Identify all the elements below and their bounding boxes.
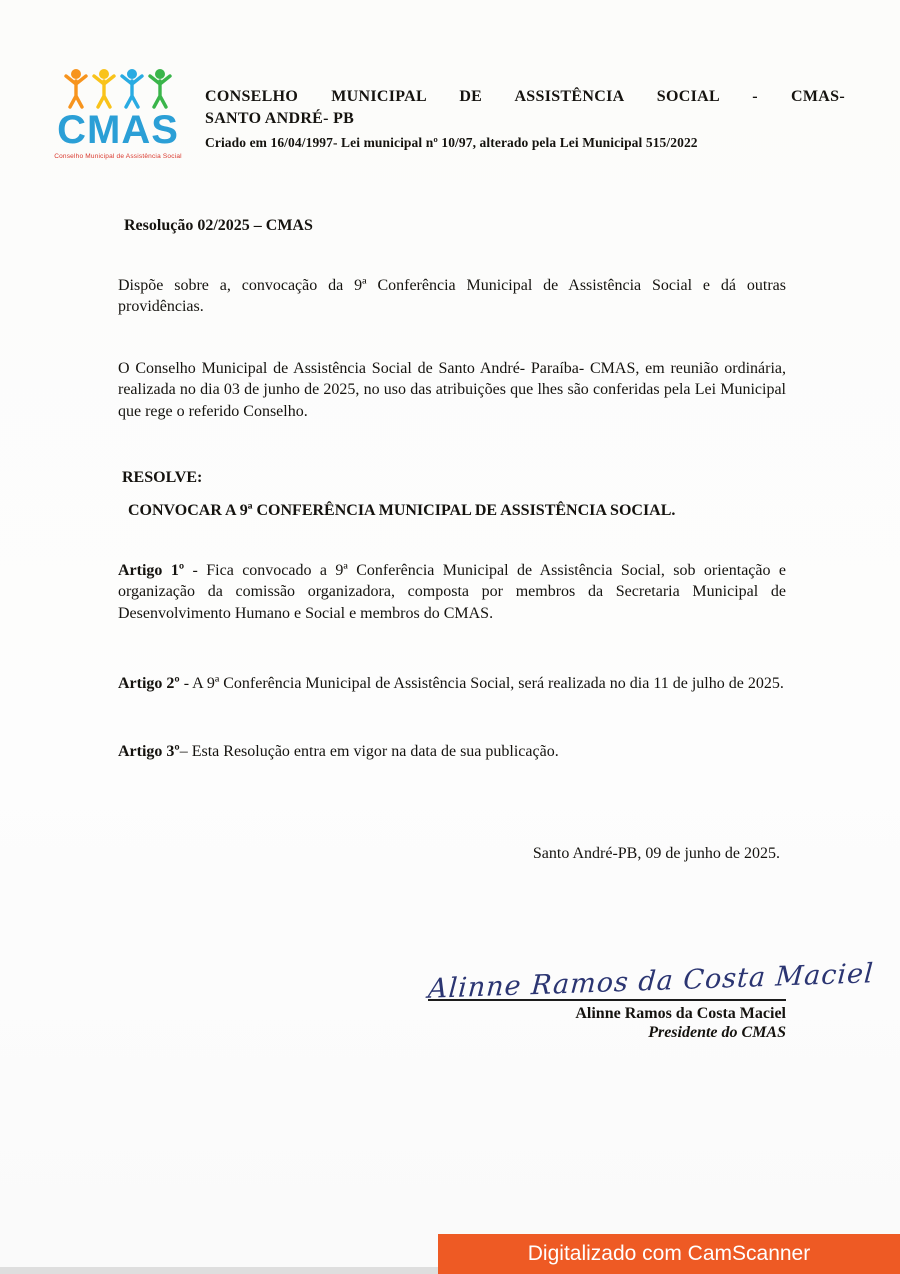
logo-subtext: Conselho Municipal de Assistência Social bbox=[54, 153, 182, 160]
resolution-summary: Dispõe sobre a, convocação da 9ª Conferência Municipal de Assistência Social e dá outras providências. bbox=[118, 276, 786, 316]
convocation-statement: CONVOCAR A 9ª CONFERÊNCIA MUNICIPAL DE ASSISTÊNCIA SOCIAL. bbox=[128, 502, 676, 520]
cmas-logo bbox=[50, 66, 186, 160]
article-1-label: Artigo 1º bbox=[118, 561, 185, 579]
camscanner-watermark bbox=[438, 1234, 900, 1274]
article-1-paragraph bbox=[118, 560, 786, 625]
handwritten-signature: Alinne Ramos da Costa Maciel bbox=[427, 958, 875, 1005]
resolution-title: Resolução 02/2025 – CMAS bbox=[124, 217, 313, 234]
article-2-label: Artigo 2º bbox=[118, 674, 180, 692]
signature-block bbox=[427, 958, 875, 1042]
letterhead-title-line1: CONSELHO MUNICIPAL DE ASSISTÊNCIA SOCIAL - CMAS- bbox=[205, 88, 845, 105]
resolution-preamble: O Conselho Municipal de Assistência Social de Santo André- Paraíba- CMAS, em reunião ordinária, realizada no dia 03 de junho de 2025, no uso das atribuições que lhes são conferidas pela Lei Municipal que rege o referido Conselho. bbox=[118, 359, 786, 420]
signature-line bbox=[427, 958, 875, 1005]
article-2-paragraph bbox=[118, 673, 786, 695]
letterhead-law-reference: Criado em 16/04/1997- Lei municipal nº 10/97, alterado pela Lei Municipal 515/2022 bbox=[205, 135, 698, 150]
article-1-text: - Fica convocado a 9ª Conferência Municipal de Assistência Social, sob orientação e organização da comissão organizadora, composta por membros da Secretaria Municipal de Desenvolvimento Humano e Social e membros do CMAS. bbox=[118, 561, 786, 622]
scan-bottom-edge bbox=[0, 1267, 440, 1274]
place-and-date: Santo André-PB, 09 de junho de 2025. bbox=[532, 844, 780, 862]
resolve-label: RESOLVE: bbox=[122, 468, 203, 486]
letterhead-title-line2: SANTO ANDRÉ- PB bbox=[205, 110, 355, 127]
logo-wordmark: CMAS bbox=[57, 108, 179, 152]
camscanner-watermark-text: Digitalizado com CamScanner bbox=[527, 1242, 811, 1265]
signer-printed-name: Alinne Ramos da Costa Maciel bbox=[575, 1005, 786, 1022]
article-3-paragraph bbox=[118, 741, 786, 763]
people-holding-hands-icon bbox=[59, 66, 177, 112]
document-body bbox=[118, 205, 786, 864]
article-2-text: - A 9ª Conferência Municipal de Assistência Social, será realizada no dia 11 de julho de 2025. bbox=[179, 674, 784, 692]
article-3-label: Artigo 3º bbox=[118, 743, 180, 761]
letterhead bbox=[205, 88, 845, 151]
article-3-text: – Esta Resolução entra em vigor na data de sua publicação. bbox=[179, 743, 559, 761]
signer-role: Presidente do CMAS bbox=[648, 1024, 786, 1041]
